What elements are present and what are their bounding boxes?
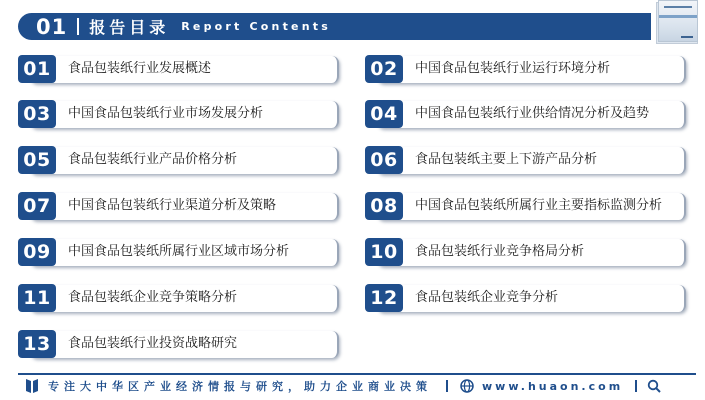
bookmark-icon (24, 378, 40, 394)
toc-item[interactable] (365, 100, 686, 128)
footer-url-link[interactable]: www.huaon.com (482, 379, 624, 393)
toc-item-label: 中国食品包装纸行业供给情况分析及趋势 (415, 106, 650, 121)
toc-item[interactable] (18, 192, 339, 220)
toc-item-label: 食品包装纸企业竞争分析 (415, 290, 559, 305)
toc-item-number: 05 (18, 146, 56, 174)
toc-item-label: 中国食品包装纸行业运行环境分析 (415, 61, 611, 76)
report-book-image (652, 0, 702, 46)
toc-item-label: 食品包装纸行业产品价格分析 (68, 152, 238, 167)
toc-item-label: 食品包装纸行业发展概述 (68, 61, 212, 76)
toc-item[interactable] (18, 330, 339, 358)
globe-icon (460, 379, 474, 393)
toc-item-number: 11 (18, 284, 56, 312)
toc-item[interactable] (365, 284, 686, 312)
page-subtitle: Report Contents (181, 20, 331, 33)
header-banner (18, 13, 651, 40)
toc-item[interactable] (365, 55, 686, 83)
toc-item[interactable] (365, 238, 686, 266)
toc-item[interactable] (365, 146, 686, 174)
toc-item-number: 04 (365, 100, 403, 128)
toc-item[interactable] (18, 238, 339, 266)
footer-separator (635, 380, 637, 392)
toc-item-number: 09 (18, 238, 56, 266)
footer-separator (446, 380, 448, 392)
toc-item-number: 13 (18, 330, 56, 358)
toc-item-label: 食品包装纸主要上下游产品分析 (415, 152, 598, 167)
toc-item-number: 02 (365, 55, 403, 83)
toc-item-label: 食品包装纸行业竞争格局分析 (415, 244, 585, 259)
toc-item-number: 06 (365, 146, 403, 174)
toc-item-label: 中国食品包装纸所属行业区域市场分析 (68, 244, 290, 259)
search-icon[interactable] (647, 379, 661, 393)
footer-divider (18, 373, 696, 375)
toc-item[interactable] (18, 284, 339, 312)
header-divider (77, 18, 79, 35)
toc-item[interactable] (18, 55, 339, 83)
toc-item[interactable] (18, 100, 339, 128)
toc-item-number: 03 (18, 100, 56, 128)
toc-item-label: 中国食品包装纸所属行业主要指标监测分析 (415, 198, 663, 213)
toc-item-number: 07 (18, 192, 56, 220)
page-title: 报告目录 (89, 18, 170, 37)
toc-item-label: 中国食品包装纸行业市场发展分析 (68, 106, 264, 121)
footer (18, 376, 698, 396)
toc-item-number: 08 (365, 192, 403, 220)
toc-item-label: 食品包装纸企业竞争策略分析 (68, 290, 238, 305)
toc-item-label: 中国食品包装纸行业渠道分析及策略 (68, 198, 277, 213)
toc-item-number: 12 (365, 284, 403, 312)
toc-item-number: 10 (365, 238, 403, 266)
toc-item-number: 01 (18, 55, 56, 83)
section-number: 01 (36, 14, 68, 39)
toc-item[interactable] (365, 192, 686, 220)
toc-item-label: 食品包装纸行业投资战略研究 (68, 336, 238, 351)
toc-item[interactable] (18, 146, 339, 174)
footer-slogan: 专注大中华区产业经济情报与研究，助力企业商业决策 (48, 380, 432, 393)
